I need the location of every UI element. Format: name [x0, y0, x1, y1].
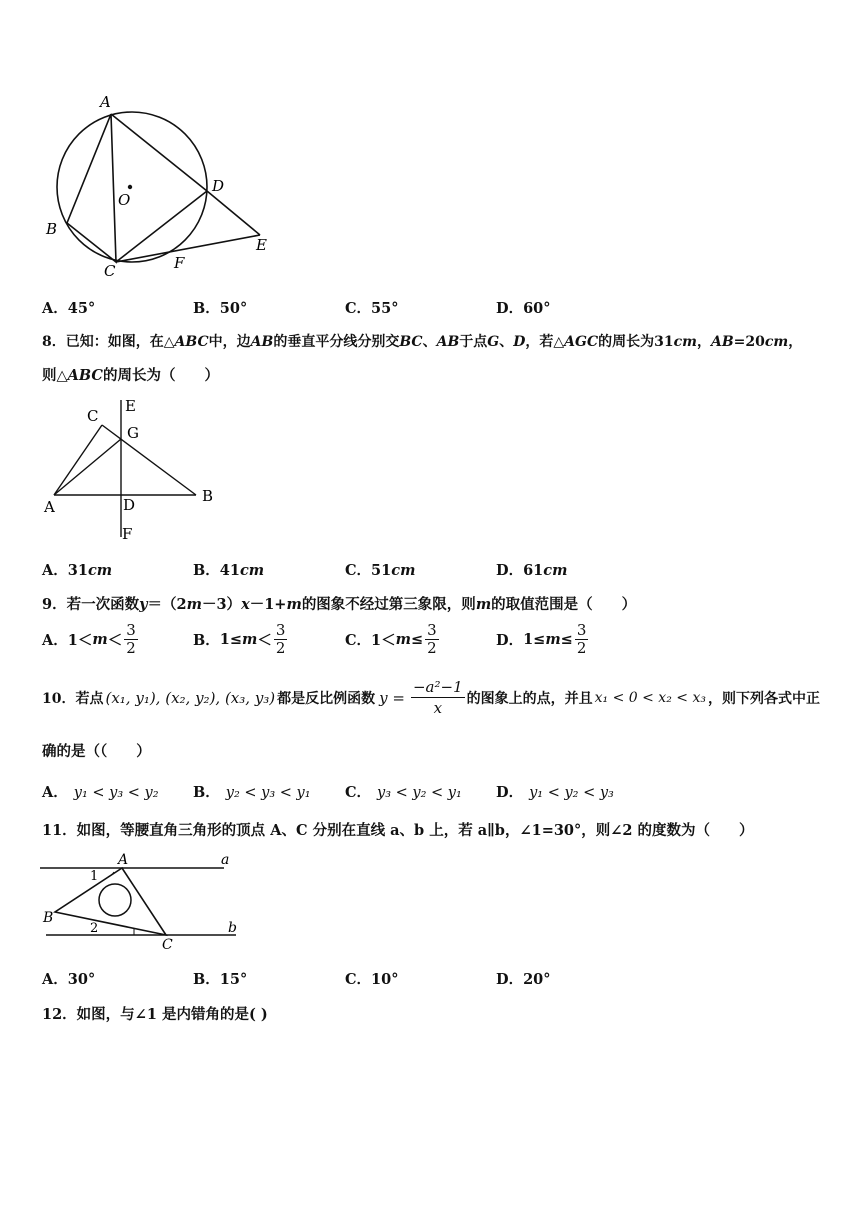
q8-option-c: C．51cm [345, 562, 416, 579]
q9-option-a: A． 1＜ m ＜ $\frac{3}{2}$ [42, 621, 136, 657]
q7-label-a: A [100, 93, 111, 111]
q11-question: 11．如图，等腰直角三角形的顶点 A、C 分别在直线 a、b 上，若 a∥b，∠1=30°，则∠2 的度数为（ ） [42, 822, 754, 839]
q7-option-d [496, 297, 551, 318]
option-text: 50° [219, 300, 248, 317]
q8-option-b: B．41cm [193, 562, 265, 579]
q10-option-c: C． y₃ < y₂ < y₁ [345, 784, 462, 801]
q8-label-f: F [122, 525, 133, 543]
q7-label-f: F [174, 254, 185, 272]
option-letter: C． [345, 300, 372, 317]
q8-label-b: B [202, 487, 214, 505]
fraction: $\frac{3}{2}$ [126, 621, 136, 657]
q11-label-two: 2 [90, 921, 99, 936]
q10-fraction: $\frac{\text{−a²−1}}{x}$ [412, 678, 463, 717]
q11-label-line-a: a [221, 852, 230, 868]
option-text: 45° [67, 300, 96, 317]
q11-option-c: C．10° [345, 971, 399, 988]
q9-option-b: B． 1≤ m ＜ $\frac{3}{2}$ [193, 621, 286, 657]
q8-label-a: A [44, 498, 55, 516]
q7-label-b: B [46, 220, 58, 238]
q11-label-c: C [162, 937, 173, 953]
q11-label-line-b: b [228, 920, 237, 936]
q9-option-c: C． 1＜ m ≤ $\frac{3}{2}$ [345, 621, 437, 657]
q11-option-a: A．30° [42, 971, 96, 988]
q8-question-line1: 8．已知：如图，在△ABC中，边AB的垂直平分线分别交BC、AB于点G、D，若△AGC的周长为31cm，AB=20cm， [42, 334, 803, 350]
q10-question-line1: 10．若点 (x₁, y₁), (x₂, y₂), (x₃, y₃) 都是反比例函数 y = $\frac{\text{−a²−1}}{x}$ 的图象上的点，并且 x₁ < 0 < x₂ < x₃ ，则下列各式中正 [42, 678, 820, 717]
q7-option-a [42, 297, 95, 318]
q7-label-d: D [212, 177, 225, 195]
q11-option-b: B．15° [193, 971, 248, 988]
option-letter: D． [496, 300, 524, 317]
q10-points: (x₁, y₁), (x₂, y₂), (x₃, y₃) [105, 688, 276, 707]
q8-label-e: E [125, 397, 136, 415]
q7-label-c: C [104, 262, 116, 280]
q8-label-d: D [123, 496, 136, 514]
option-letter: B． [193, 300, 220, 317]
q7-option-c [345, 297, 398, 318]
q8-question-line2: 则△ABC的周长为（ ） [42, 367, 219, 384]
q8-figure [40, 395, 230, 545]
q11-label-a: A [118, 852, 129, 868]
option-text: 55° [371, 300, 399, 317]
fraction: $\frac{3}{2}$ [576, 621, 587, 657]
q11-option-d: D．20° [496, 971, 551, 988]
q7-figure [40, 90, 280, 280]
q11-label-one: 1 [90, 869, 99, 884]
q11-label-b: B [43, 910, 54, 926]
q8-label-g: G [127, 424, 139, 442]
q10-condition: x₁ < 0 < x₂ < x₃ [594, 689, 706, 706]
option-letter: A． [42, 300, 68, 317]
q8-option-d: D．61cm [496, 562, 568, 579]
option-text: 60° [523, 300, 551, 317]
q10-y-eq: y = [379, 688, 405, 707]
q8-option-a: A．31cm [42, 562, 113, 579]
q11-figure [38, 850, 248, 955]
q8-label-c: C [87, 407, 99, 425]
q7-option-b [193, 297, 247, 318]
q7-label-e: E [256, 236, 267, 254]
q12-question: 12．如图，与∠1 是内错角的是( ) [42, 1006, 268, 1023]
q10-option-d: D． y₁ < y₂ < y₃ [496, 784, 614, 801]
q9-question: 9．若一次函数y＝（2m－3）x－1+m的图象不经过第三象限，则m的取值范围是（ ） [42, 596, 637, 613]
q9-option-d: D． 1≤ m ≤ $\frac{3}{2}$ [496, 621, 587, 657]
fraction: $\frac{3}{2}$ [275, 621, 286, 657]
q10-option-a: A． y₁ < y₃ < y₂ [42, 784, 159, 801]
q10-question-line2: 确的是（（ ） [42, 743, 151, 760]
fraction: $\frac{3}{2}$ [427, 621, 437, 657]
q10-option-b: B． y₂ < y₃ < y₁ [193, 784, 311, 801]
q7-label-o: O [118, 191, 131, 209]
